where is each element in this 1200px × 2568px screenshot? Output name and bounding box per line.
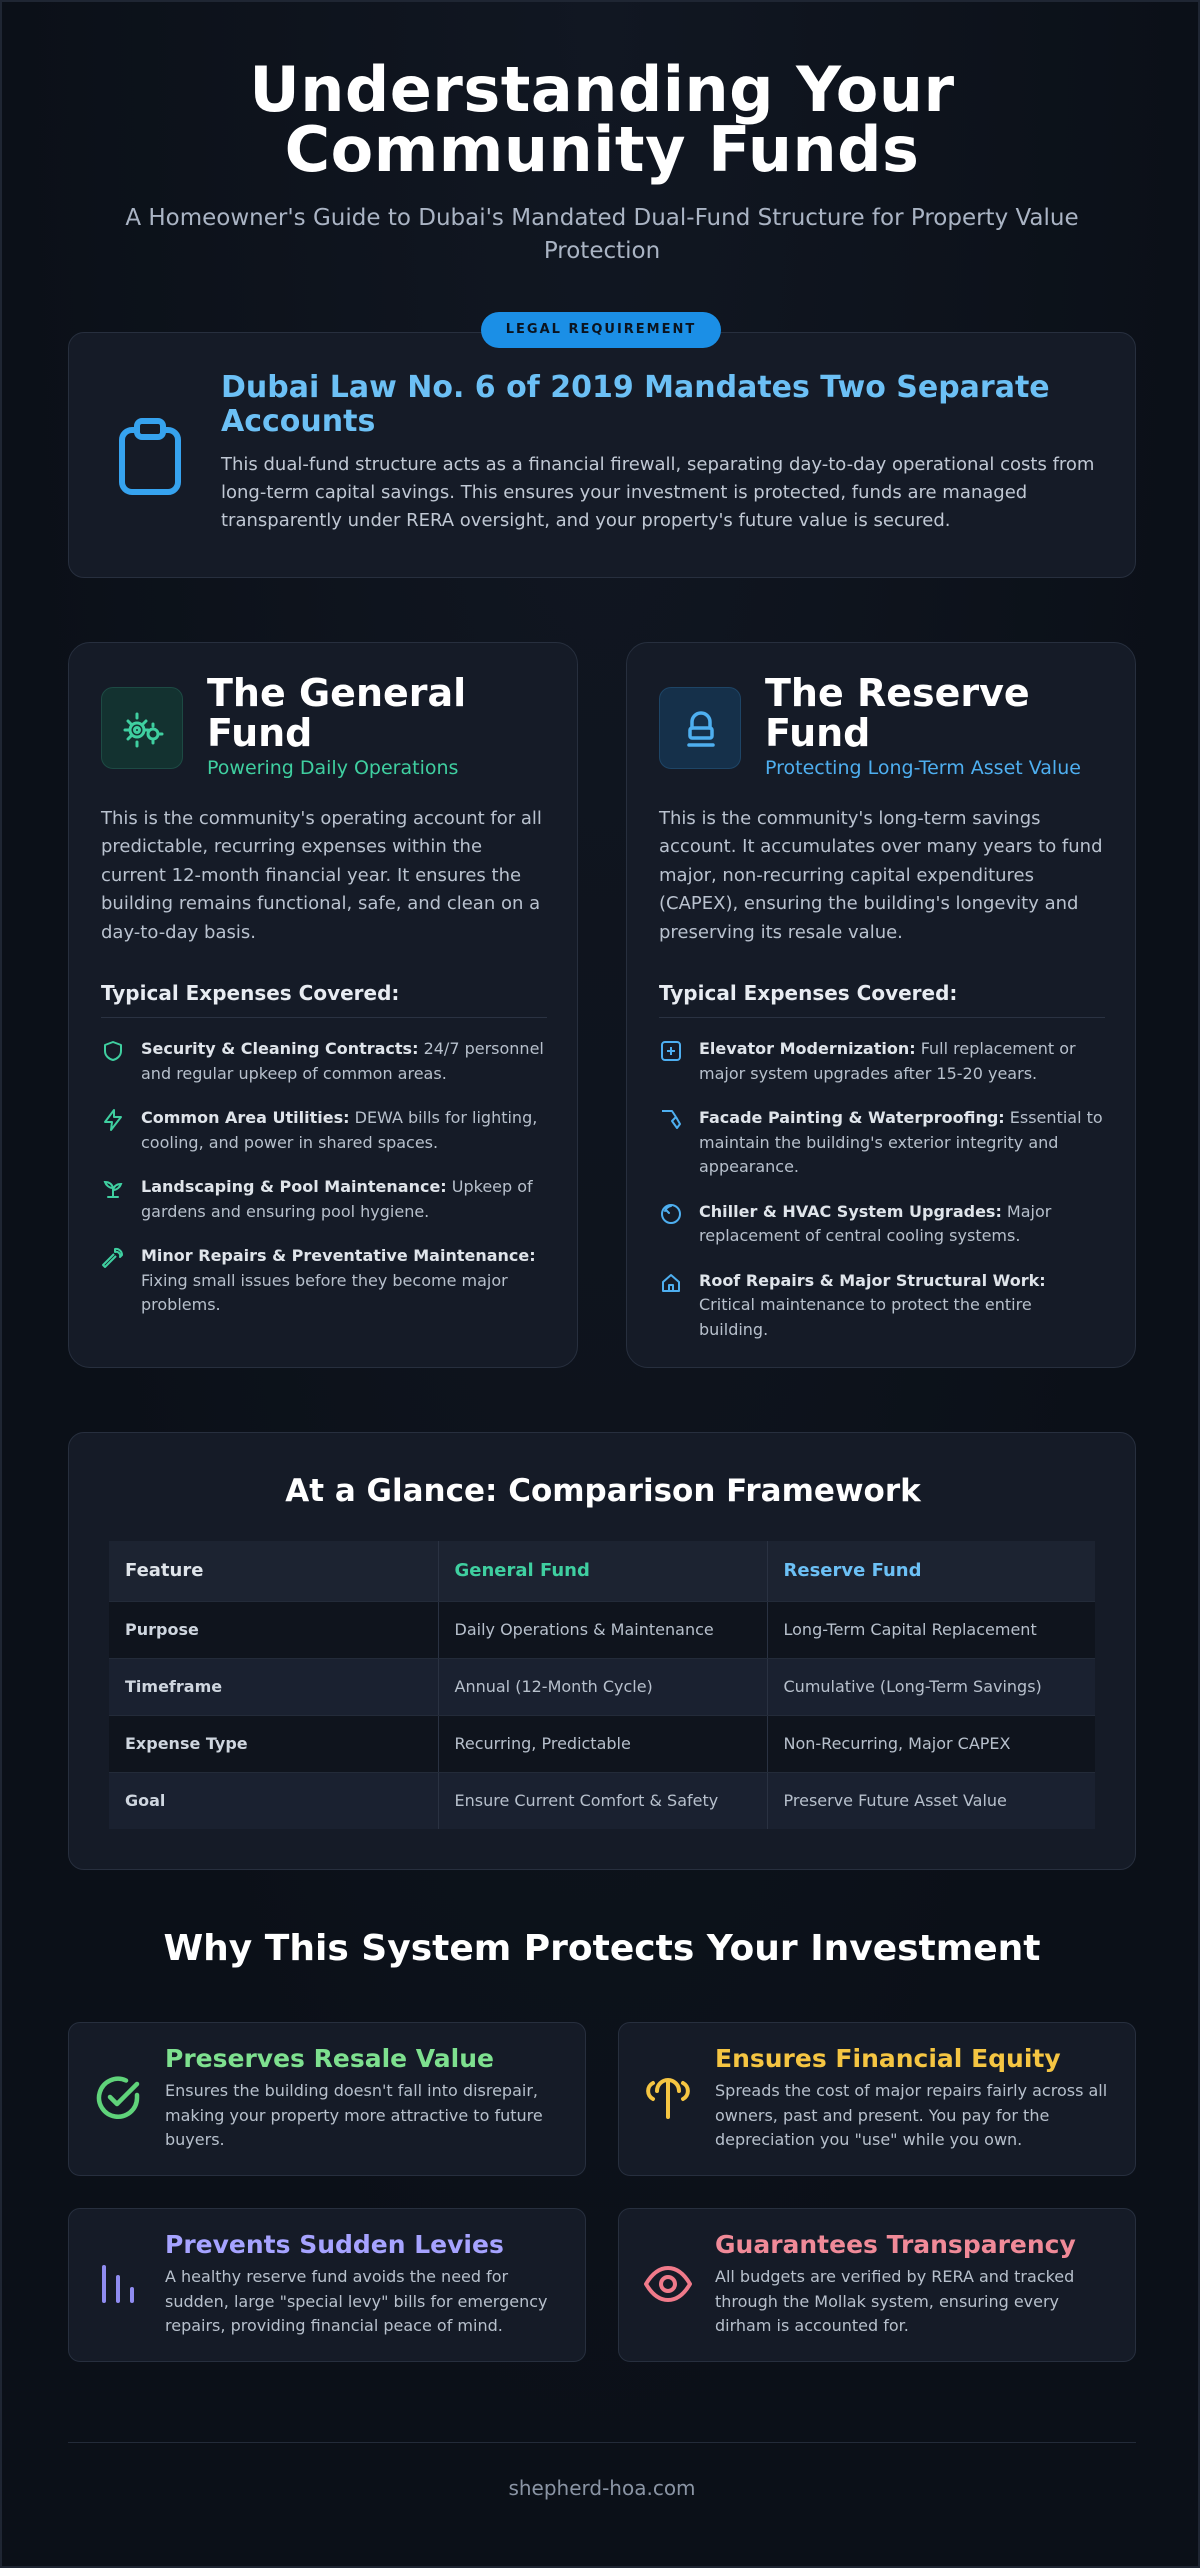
lightning-icon bbox=[101, 1108, 125, 1132]
elevator-icon bbox=[659, 1039, 683, 1063]
reserve-fund-icon-box bbox=[659, 687, 741, 769]
benefit-text: Spreads the cost of major repairs fairly across all owners, past and present. You pay for the depreciation you "use" while you own. bbox=[715, 2081, 1108, 2149]
expense-title: Facade Painting & Waterproofing: bbox=[699, 1108, 1005, 1127]
list-item bbox=[101, 1244, 547, 1318]
table-cell: Ensure Current Comfort & Safety bbox=[438, 1772, 767, 1829]
expense-text: Major replacement of central cooling systems. bbox=[699, 1201, 1052, 1245]
home-icon bbox=[659, 1271, 683, 1295]
benefit-title: Guarantees Transparency bbox=[715, 2230, 1076, 2259]
chiller-icon bbox=[659, 1202, 683, 1226]
page-title: Understanding Your Community Funds bbox=[249, 53, 955, 186]
table-cell: Expense Type bbox=[109, 1715, 438, 1772]
table-row bbox=[109, 1772, 1095, 1829]
page-subtitle: A Homeowner's Guide to Dubai's Mandated Dual-Fund Structure for Property Value Protection bbox=[125, 205, 1079, 264]
table-cell: Non-Recurring, Major CAPEX bbox=[767, 1715, 1095, 1772]
table-cell: Long-Term Capital Replacement bbox=[767, 1601, 1095, 1658]
table-header: General Fund bbox=[438, 1541, 767, 1601]
expense-text: Critical maintenance to protect the entire building. bbox=[699, 1295, 1032, 1339]
table-row bbox=[109, 1601, 1095, 1658]
footer-divider bbox=[68, 2442, 1136, 2443]
benefit-text: A healthy reserve fund avoids the need for sudden, large "special levy" bills for emergency repairs, providing financial peace of mind. bbox=[165, 2267, 548, 2335]
list-item bbox=[101, 1037, 547, 1086]
table-cell: Goal bbox=[109, 1772, 438, 1829]
reserve-expenses-heading: Typical Expenses Covered: bbox=[659, 981, 1105, 1018]
table-cell: Preserve Future Asset Value bbox=[767, 1772, 1095, 1829]
benefit-title: Ensures Financial Equity bbox=[715, 2044, 1061, 2073]
list-item bbox=[659, 1200, 1105, 1249]
legal-card bbox=[68, 332, 1136, 578]
reserve-fund-description: This is the community's long-term savings account. It accumulates over many years to fund major, non-recurring capital expenditures (CAPEX), ensuring the building's longevity and preserving its resale value. bbox=[659, 808, 1103, 943]
list-item bbox=[659, 1037, 1105, 1086]
expense-text: Upkeep of gardens and ensuring pool hygiene. bbox=[141, 1177, 533, 1221]
benefit-card-equity bbox=[618, 2022, 1136, 2176]
comparison-title: At a Glance: Comparison Framework bbox=[285, 1473, 921, 1509]
expense-text: Essential to maintain the building's exterior integrity and appearance. bbox=[699, 1108, 1103, 1176]
reserve-expense-list bbox=[659, 1037, 1105, 1342]
general-fund-card bbox=[68, 642, 578, 1368]
table-cell: Recurring, Predictable bbox=[438, 1715, 767, 1772]
list-item bbox=[101, 1106, 547, 1155]
table-row bbox=[109, 1658, 1095, 1715]
table-cell: Purpose bbox=[109, 1601, 438, 1658]
shield-icon bbox=[101, 1039, 125, 1063]
expense-title: Minor Repairs & Preventative Maintenance: bbox=[141, 1246, 536, 1265]
table-cell: Timeframe bbox=[109, 1658, 438, 1715]
bar-levels-icon bbox=[93, 2259, 143, 2309]
benefit-card-transparency bbox=[618, 2208, 1136, 2362]
expense-title: Landscaping & Pool Maintenance: bbox=[141, 1177, 447, 1196]
benefit-text: All budgets are verified by RERA and tracked through the Mollak system, ensuring every dirham is accounted for. bbox=[715, 2267, 1075, 2335]
vault-icon bbox=[680, 708, 722, 750]
plant-icon bbox=[101, 1177, 125, 1201]
general-fund-title: The General Fund bbox=[207, 671, 467, 755]
expense-title: Common Area Utilities: bbox=[141, 1108, 350, 1127]
table-row bbox=[109, 1715, 1095, 1772]
comparison-card bbox=[68, 1432, 1136, 1870]
benefit-card-resale bbox=[68, 2022, 586, 2176]
wrench-icon bbox=[101, 1246, 125, 1270]
table-header-row bbox=[109, 1541, 1095, 1601]
expense-title: Security & Cleaning Contracts: bbox=[141, 1039, 419, 1058]
reserve-fund-tagline: Protecting Long-Term Asset Value bbox=[765, 757, 1081, 779]
gears-icon bbox=[122, 708, 164, 750]
reserve-fund-title: The Reserve Fund bbox=[765, 671, 1030, 755]
eye-icon bbox=[643, 2259, 693, 2309]
general-fund-icon-box bbox=[101, 687, 183, 769]
scales-icon bbox=[643, 2073, 693, 2123]
expense-text: Full replacement or major system upgrades after 15-20 years. bbox=[699, 1039, 1076, 1083]
table-header: Reserve Fund bbox=[767, 1541, 1095, 1601]
expense-text: 24/7 personnel and regular upkeep of common areas. bbox=[141, 1039, 544, 1083]
general-fund-tagline: Powering Daily Operations bbox=[207, 757, 459, 779]
expense-text: Fixing small issues before they become major problems. bbox=[141, 1270, 508, 1314]
table-cell: Cumulative (Long-Term Savings) bbox=[767, 1658, 1095, 1715]
benefit-title: Preserves Resale Value bbox=[165, 2044, 494, 2073]
legal-text: This dual-fund structure acts as a financial firewall, separating day-to-day operational costs from long-term capital savings. This ensures your investment is protected, funds are managed transparently under RERA oversight, and your property's future value is secured. bbox=[221, 454, 1095, 531]
paint-roller-icon bbox=[659, 1108, 683, 1132]
reserve-fund-card bbox=[626, 642, 1136, 1368]
expense-title: Chiller & HVAC System Upgrades: bbox=[699, 1201, 1002, 1221]
benefit-text: Ensures the building doesn't fall into disrepair, making your property more attractive to future buyers. bbox=[165, 2081, 543, 2149]
list-item bbox=[659, 1269, 1105, 1343]
clipboard-icon bbox=[117, 418, 183, 496]
comparison-table bbox=[109, 1541, 1095, 1829]
legal-title: Dubai Law No. 6 of 2019 Mandates Two Separate Accounts bbox=[221, 370, 1050, 439]
expense-text: DEWA bills for lighting, cooling, and power in shared spaces. bbox=[141, 1108, 538, 1152]
legal-requirement-badge: LEGAL REQUIREMENT bbox=[481, 312, 721, 348]
benefit-card-levies bbox=[68, 2208, 586, 2362]
expense-title: Elevator Modernization: bbox=[699, 1039, 916, 1058]
list-item bbox=[101, 1175, 547, 1224]
footer-link[interactable]: shepherd-hoa.com bbox=[508, 2476, 696, 2500]
table-cell: Daily Operations & Maintenance bbox=[438, 1601, 767, 1658]
benefit-title: Prevents Sudden Levies bbox=[165, 2230, 504, 2259]
why-section-title: Why This System Protects Your Investment bbox=[163, 1928, 1041, 1969]
list-item bbox=[659, 1106, 1105, 1180]
expense-title: Roof Repairs & Major Structural Work: bbox=[699, 1270, 1046, 1290]
table-header: Feature bbox=[109, 1541, 438, 1601]
general-expenses-heading: Typical Expenses Covered: bbox=[101, 981, 547, 1018]
general-expense-list bbox=[101, 1037, 547, 1318]
table-cell: Annual (12-Month Cycle) bbox=[438, 1658, 767, 1715]
general-fund-description: This is the community's operating account for all predictable, recurring expenses within the current 12-month financial year. It ensures the building remains functional, safe, and clean on a day-to-day basis. bbox=[101, 808, 542, 943]
check-circle-icon bbox=[93, 2073, 143, 2123]
